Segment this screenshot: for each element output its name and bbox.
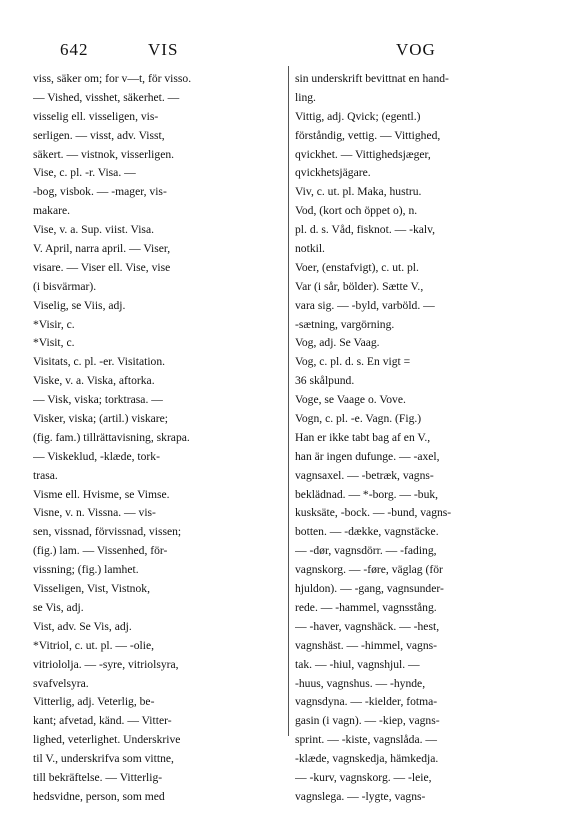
entry-line: notkil.: [295, 242, 325, 256]
entry-line: Vog, c. pl. d. s. En vigt =: [295, 355, 411, 369]
entry-line: til V., underskrifva som vittne,: [33, 752, 174, 766]
entry-line: Visker, viska; (artil.) viskare;: [33, 412, 169, 426]
entry-line: — -haver, vagnshäck. — -hest,: [295, 619, 440, 633]
entry-line: vagnsaxel. — -betræk, vagns-: [295, 468, 434, 482]
entry-line: vagnshäst. — -himmel, vagns-: [295, 638, 438, 652]
entry-line: Vittig, adj. Qvick; (egentl.): [295, 109, 421, 123]
entry-line: visare. — Viser ell. Vise, vise: [33, 260, 171, 274]
entry-line: se Vis, adj.: [33, 600, 84, 614]
entry-line: -huus, vagnshus. — -hynde,: [295, 676, 426, 690]
right-guide-word: VOG: [396, 40, 436, 59]
entry-line: kusksäte, -bock. — -bund, vagns-: [295, 506, 452, 520]
entry-line: kant; afvetad, känd. — Vitter-: [33, 714, 172, 728]
entry-line: Voer, (enstafvigt), c. ut. pl.: [295, 260, 419, 274]
entry-line: (i bisvärmar).: [33, 279, 97, 293]
entry-line: gasin (i vagn). — -kiep, vagns-: [295, 714, 440, 728]
entry-line: vitriololja. — -syre, vitriolsyra,: [33, 657, 179, 671]
entry-line: förståndig, vettig. — Vittighed,: [295, 128, 441, 142]
entry-line: -klæde, vagnskedja, hämkedja.: [295, 752, 439, 766]
entry-line: V. April, narra april. — Viser,: [33, 242, 171, 256]
entry-line: qvickhetsjägare.: [295, 166, 371, 180]
entry-line: serligen. — visst, adv. Visst,: [33, 128, 165, 142]
entry-line: — Vished, visshet, säkerhet. —: [33, 90, 180, 104]
entry-line: 36 skålpund.: [295, 374, 355, 388]
entry-line: sen, vissnad, förvissnad, vissen;: [33, 525, 182, 539]
left-guide-word: VIS: [148, 40, 179, 59]
page-number: 642: [60, 40, 89, 59]
entry-line: visselig ell. visseligen, vis-: [33, 109, 159, 123]
entry-line: vissning; (fig.) lamhet.: [33, 563, 139, 577]
entry-line: (fig. fam.) tillrättavisning, skrapa.: [33, 430, 190, 444]
entry-line: Vise, v. a. Sup. viist. Visa.: [33, 223, 154, 237]
entry-line: Viv, c. ut. pl. Maka, hustru.: [295, 185, 422, 199]
entry-line: ling.: [295, 90, 316, 104]
entry-line: pl. d. s. Våd, fisknot. — -kalv,: [295, 223, 436, 237]
entry-line: Han er ikke tabt bag af en V.,: [295, 430, 431, 444]
entry-line: svafvelsyra.: [33, 676, 89, 690]
entry-line: Var (i sår, bölder). Sætte V.,: [295, 279, 424, 293]
entry-line: *Vitriol, c. ut. pl. — -olie,: [33, 638, 155, 652]
entry-line: Visme ell. Hvisme, se Vimse.: [33, 487, 170, 501]
entry-line: hjuldon). — -gang, vagnsunder-: [295, 582, 444, 596]
entry-line: Visitats, c. pl. -er. Visitation.: [33, 355, 166, 369]
entry-line: rede. — -hammel, vagnsstång.: [295, 600, 437, 614]
entry-line: tak. — -hiul, vagnshjul. —: [295, 657, 420, 671]
column-divider: [288, 66, 289, 736]
entry-line: *Visir, c.: [33, 317, 75, 331]
entry-line: Vogn, c. pl. -e. Vagn. (Fig.): [295, 412, 422, 426]
entry-line: Viselig, se Viis, adj.: [33, 298, 126, 312]
entry-line: Vod, (kort och öppet o), n.: [295, 204, 418, 218]
entry-line: vagnskorg. — -føre, väglag (för: [295, 563, 443, 577]
entry-line: hedsvidne, person, som med: [33, 789, 165, 803]
entry-line: Voge, se Vaage o. Vove.: [295, 393, 406, 407]
entry-line: botten. — -dække, vagnstäcke.: [295, 525, 439, 539]
entry-line: — -kurv, vagnskorg. — -leie,: [295, 770, 432, 784]
entry-line: makare.: [33, 204, 71, 218]
entry-line: — -dør, vagnsdörr. — -fading,: [295, 544, 437, 558]
entry-line: han är ingen dufunge. — -axel,: [295, 449, 440, 463]
entry-line: beklädnad. — *-borg. — -buk,: [295, 487, 439, 501]
entry-line: till bekräftelse. — Vitterlig-: [33, 770, 163, 784]
entry-line: sprint. — -kiste, vagnslåda. —: [295, 733, 438, 747]
entry-line: lighed, veterlighet. Underskrive: [33, 733, 181, 747]
entry-line: sin underskrift bevittnat en hand-: [295, 72, 449, 85]
entry-line: qvickhet. — Vittighedsjæger,: [295, 147, 431, 161]
entry-line: Vitterlig, adj. Veterlig, be-: [33, 695, 155, 709]
entry-line: *Visit, c.: [33, 336, 75, 350]
entry-line: (fig.) lam. — Vissenhed, för-: [33, 544, 168, 558]
entry-line: vagnsdyna. — -kielder, fotma-: [295, 695, 438, 709]
entry-line: Vist, adv. Se Vis, adj.: [33, 619, 132, 633]
entry-line: viss, säker om; for v—t, för visso.: [33, 72, 192, 85]
entry-line: -bog, visbok. — -mager, vis-: [33, 185, 167, 199]
page-header: [60, 40, 550, 64]
entry-line: vara sig. — -byld, varböld. —: [295, 298, 435, 312]
entry-line: Visne, v. n. Vissna. — vis-: [33, 506, 156, 520]
left-column: [33, 70, 285, 807]
right-column: [295, 70, 547, 807]
entry-line: Visseligen, Vist, Vistnok,: [33, 582, 150, 596]
entry-line: -sætning, vargörning.: [295, 317, 395, 331]
entry-line: Vise, c. pl. -r. Visa. —: [33, 166, 136, 180]
entry-line: vagnslega. — -lygte, vagns-: [295, 789, 426, 803]
entry-line: trasa.: [33, 468, 58, 482]
entry-line: Vog, adj. Se Vaag.: [295, 336, 380, 350]
entry-line: — Visk, viska; torktrasa. —: [33, 393, 163, 407]
entry-line: Viske, v. a. Viska, aftorka.: [33, 374, 155, 388]
entry-line: säkert. — vistnok, visserligen.: [33, 147, 175, 161]
entry-line: — Viskeklud, -klæde, tork-: [33, 449, 160, 463]
